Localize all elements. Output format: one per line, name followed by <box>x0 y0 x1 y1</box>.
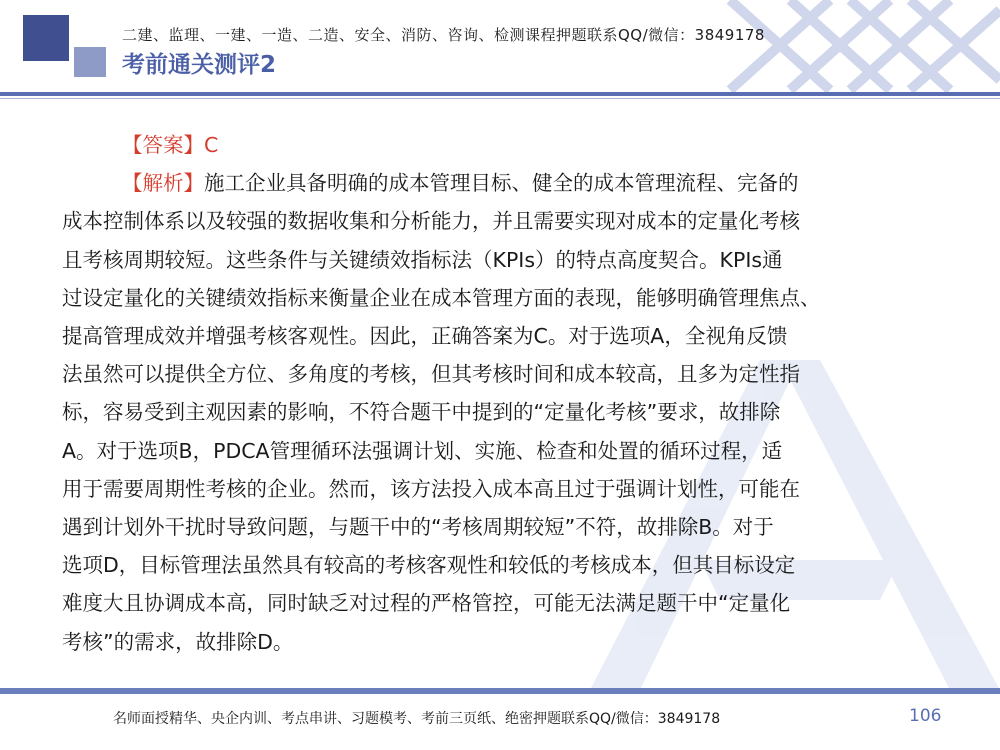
analysis-text: A。对于选项B，PDCA管理循环法强调计划、实施、检查和处置的循环过程，适 <box>62 438 783 463</box>
analysis-text: 法虽然可以提供全方位、多角度的考核，但其考核时间和成本较高，且多为定性指 <box>62 362 800 387</box>
header-square-dark <box>23 15 69 61</box>
analysis-text: 用于需要周期性考核的企业。然而，该方法投入成本高且过于强调计划性，可能在 <box>62 476 800 501</box>
analysis-text: 过设定量化的关键绩效指标来衡量企业在成本管理方面的表现，能够明确管理焦点、 <box>62 285 821 310</box>
analysis-text: 标，容易受到主观因素的影响，不符合题干中提到的“定量化考核”要求，故排除 <box>62 400 781 425</box>
analysis-line <box>62 164 942 202</box>
answer-value: C <box>204 133 219 157</box>
analysis-text: 考核”的需求，故排除D。 <box>62 629 294 654</box>
analysis-text: 遇到计划外干扰时导致问题，与题干中的“考核周期较短”不符，故排除B。对于 <box>62 515 774 540</box>
analysis-text: 施工企业具备明确的成本管理目标、健全的成本管理流程、完备的 <box>204 171 799 196</box>
footer-bar <box>0 688 1000 694</box>
analysis-text: 成本控制体系以及较强的数据收集和分析能力，并且需要实现对成本的定量化考核 <box>62 209 800 234</box>
analysis-text: 难度大且协调成本高，同时缺乏对过程的严格管控，可能无法满足题干中“定量化 <box>62 591 791 616</box>
analysis-label: 【解析】 <box>122 171 204 196</box>
analysis-text: 选项D，目标管理法虽然具有较高的考核客观性和较低的考核成本，但其目标设定 <box>62 553 796 578</box>
header-contact-line: 二建、监理、一建、一造、二造、安全、消防、咨询、检测课程押题联系QQ/微信：3849178 <box>122 26 765 44</box>
answer-label: 【答案】 <box>122 133 204 157</box>
analysis-text: 且考核周期较短。这些条件与关键绩效指标法（KPIs）的特点高度契合。KPIs通 <box>62 247 783 272</box>
answer-content <box>62 126 942 661</box>
page-number: 106 <box>909 706 942 726</box>
answer-line <box>62 126 942 164</box>
header-divider <box>0 92 1000 96</box>
footer-contact-line: 名师面授精华、央企内训、考点串讲、习题模考、考前三页纸、绝密押题联系QQ/微信：3849178 <box>113 711 721 727</box>
analysis-text: 提高管理成效并增强考核客观性。因此，正确答案为C。对于选项A，全视角反馈 <box>62 324 788 349</box>
header-square-light <box>74 47 106 77</box>
page-title: 考前通关测评2 <box>122 52 277 78</box>
header-divider-thin <box>0 98 1000 99</box>
